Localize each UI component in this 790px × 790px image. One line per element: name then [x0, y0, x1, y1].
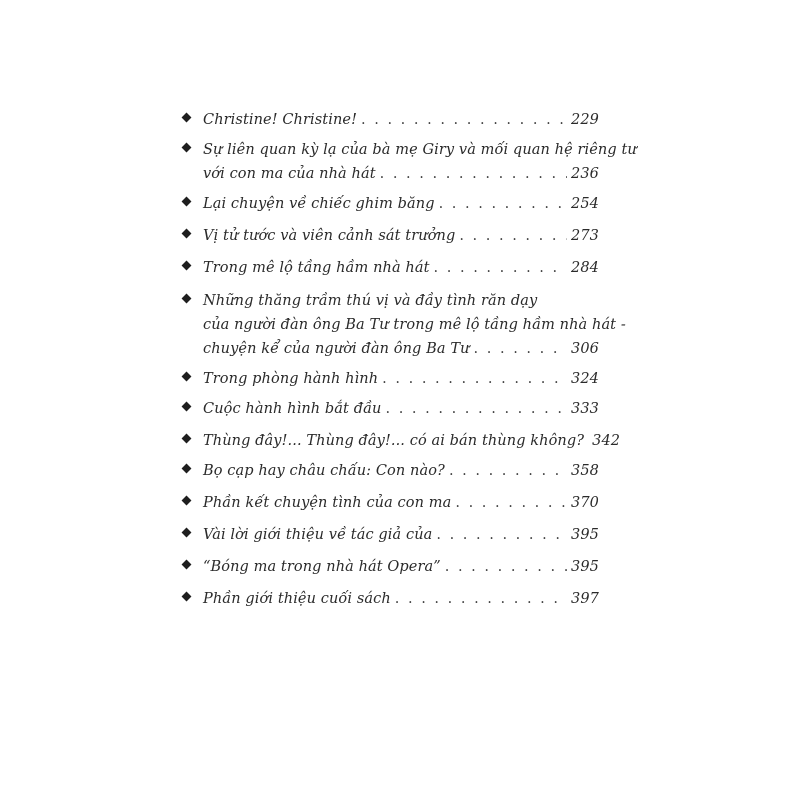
diamond-bullet-icon — [182, 261, 192, 271]
toc-entry — [183, 224, 603, 248]
toc-entry-line — [203, 491, 603, 515]
toc-entry-title: Thùng đây!... Thùng đây!... có ai bán thùng không? — [203, 433, 585, 449]
toc-page-number: 324 — [571, 371, 599, 387]
diamond-bullet-icon — [182, 528, 192, 538]
diamond-bullet-icon — [182, 496, 192, 506]
toc-entry — [183, 138, 637, 186]
diamond-bullet-icon — [182, 143, 192, 153]
toc-entry — [183, 367, 603, 391]
toc-page-number: 236 — [571, 166, 599, 182]
diamond-bullet-icon — [182, 229, 192, 239]
toc-page-number: 333 — [571, 401, 599, 417]
toc-entry — [183, 587, 603, 611]
toc-entry-line — [203, 224, 603, 248]
toc-page-number: 254 — [571, 196, 599, 212]
toc-page-number: 342 — [592, 433, 621, 449]
toc-entry-title: Cuộc hành hình bắt đầu — [203, 401, 382, 417]
toc-entry-line — [203, 367, 603, 391]
toc-entry-title: Phần giới thiệu cuối sách — [203, 591, 391, 607]
dot-leader — [445, 555, 567, 579]
dot-leader — [382, 367, 567, 391]
diamond-bullet-icon — [182, 294, 192, 304]
toc-entry-line — [203, 313, 626, 337]
toc-entry-line — [203, 429, 621, 453]
toc-entry-title: Phần kết chuyện tình của con ma — [203, 495, 452, 511]
toc-entry-title: “Bóng ma trong nhà hát Opera” — [203, 559, 441, 575]
dot-leader — [434, 256, 567, 280]
diamond-bullet-icon — [182, 560, 192, 570]
toc-entry-title: Trong phòng hành hình — [203, 371, 379, 387]
diamond-bullet-icon — [182, 197, 192, 207]
toc-entry-line — [203, 289, 603, 313]
toc-entry — [183, 289, 626, 361]
toc-page-number: 273 — [571, 228, 599, 244]
toc-entry-line — [203, 256, 603, 280]
diamond-bullet-icon — [182, 402, 192, 412]
toc-entry — [183, 429, 621, 453]
toc-page-number: 397 — [571, 591, 599, 607]
toc-entry-line — [203, 162, 603, 186]
dot-leader — [395, 587, 567, 611]
toc-entry-title: Vài lời giới thiệu về tác giả của — [203, 527, 433, 543]
toc-entry — [183, 192, 603, 216]
toc-entry-title: Những thăng trầm thú vị và đầy tình răn dạy — [203, 293, 538, 309]
diamond-bullet-icon — [182, 464, 192, 474]
toc-page-number: 306 — [571, 341, 599, 357]
toc-entry-line — [203, 523, 603, 547]
dot-leader — [459, 224, 567, 248]
toc-entry-line — [203, 108, 603, 132]
toc-entry-title: Vị tử tước và viên cảnh sát trưởng — [203, 228, 456, 244]
dot-leader — [449, 459, 567, 483]
dot-leader — [439, 192, 567, 216]
dot-leader — [455, 491, 567, 515]
toc-entry-line — [203, 587, 603, 611]
toc-entry — [183, 523, 603, 547]
toc-entry-title: với con ma của nhà hát — [203, 166, 376, 182]
toc-entry — [183, 555, 603, 579]
dot-leader — [386, 397, 568, 421]
toc-page-number: 370 — [571, 495, 599, 511]
table-of-contents — [183, 108, 637, 611]
toc-page-number: 284 — [571, 260, 599, 276]
toc-entry-title: Sự liên quan kỳ lạ của bà mẹ Giry và mối quan hệ riêng tư — [203, 142, 637, 158]
toc-entry — [183, 108, 603, 132]
toc-entry-line — [203, 337, 603, 361]
dot-leader — [436, 523, 567, 547]
toc-page-number: 229 — [571, 112, 599, 128]
toc-entry-title: của người đàn ông Ba Tư trong mê lộ tầng hầm nhà hát - — [203, 317, 626, 333]
toc-entry-line — [203, 397, 603, 421]
toc-entry-line — [203, 459, 603, 483]
toc-entry-title: Lại chuyện về chiếc ghim băng — [203, 196, 435, 212]
diamond-bullet-icon — [182, 434, 192, 444]
toc-entry-title: Christine! Christine! — [203, 112, 358, 128]
diamond-bullet-icon — [182, 113, 192, 123]
diamond-bullet-icon — [182, 592, 192, 602]
toc-entry-title: chuyện kể của người đàn ông Ba Tư — [203, 341, 470, 357]
diamond-bullet-icon — [182, 372, 192, 382]
toc-entry-line — [203, 138, 637, 162]
toc-entry — [183, 459, 603, 483]
toc-entry — [183, 256, 603, 280]
toc-entry — [183, 491, 603, 515]
toc-page-number: 358 — [571, 463, 599, 479]
toc-entry — [183, 397, 603, 421]
toc-entry-line — [203, 192, 603, 216]
toc-page-number: 395 — [571, 559, 599, 575]
toc-entry-title: Bọ cạp hay châu chấu: Con nào? — [203, 463, 445, 479]
toc-entry-title: Trong mê lộ tầng hầm nhà hát — [203, 260, 430, 276]
dot-leader — [474, 337, 567, 361]
dot-leader — [361, 108, 567, 132]
dot-leader — [380, 162, 567, 186]
toc-entry-line — [203, 555, 603, 579]
toc-page-number: 395 — [571, 527, 599, 543]
